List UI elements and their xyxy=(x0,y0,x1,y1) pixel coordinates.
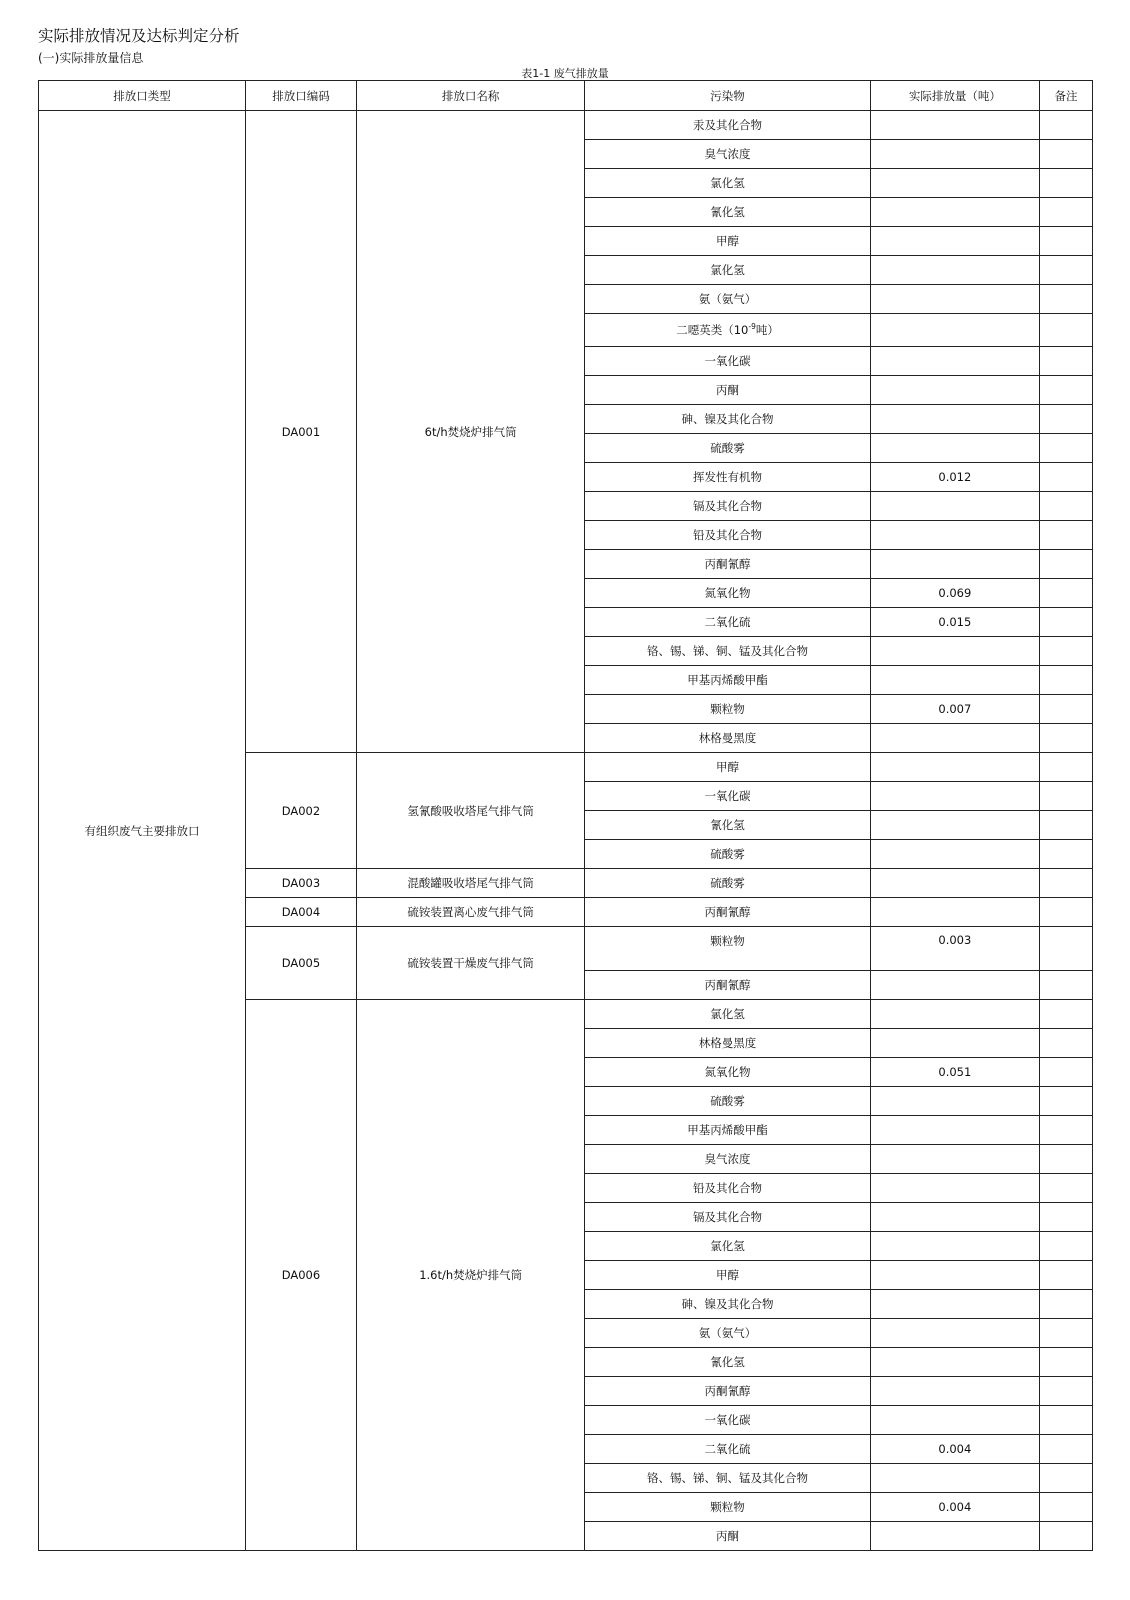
pollutant-cell: 铬、锡、锑、铜、锰及其化合物 xyxy=(585,1464,870,1493)
amount-cell xyxy=(870,1290,1039,1319)
amount-cell xyxy=(870,637,1039,666)
remark-cell xyxy=(1039,111,1092,140)
amount-cell xyxy=(870,256,1039,285)
remark-cell xyxy=(1039,724,1092,753)
amount-cell xyxy=(870,1000,1039,1029)
amount-cell xyxy=(870,1116,1039,1145)
amount-cell xyxy=(870,724,1039,753)
remark-cell xyxy=(1039,1290,1092,1319)
pollutant-cell: 丙酮 xyxy=(585,376,870,405)
pollutant-cell: 一氧化碳 xyxy=(585,782,870,811)
remark-cell xyxy=(1039,1203,1092,1232)
remark-cell xyxy=(1039,376,1092,405)
pollutant-cell: 氯化氢 xyxy=(585,1232,870,1261)
pollutant-cell: 氰化氢 xyxy=(585,1348,870,1377)
remark-cell xyxy=(1039,1522,1092,1551)
outlet-name-cell: 氢氰酸吸收塔尾气排气筒 xyxy=(357,753,585,869)
pollutant-cell: 甲醇 xyxy=(585,1261,870,1290)
remark-cell xyxy=(1039,1464,1092,1493)
amount-cell: 0.003 xyxy=(870,927,1039,971)
pollutant-cell: 丙酮氰醇 xyxy=(585,550,870,579)
pollutant-cell: 砷、镍及其化合物 xyxy=(585,1290,870,1319)
page-title: 实际排放情况及达标判定分析 xyxy=(38,27,240,45)
remark-cell xyxy=(1039,637,1092,666)
remark-cell xyxy=(1039,782,1092,811)
remark-cell xyxy=(1039,285,1092,314)
remark-cell xyxy=(1039,492,1092,521)
remark-cell xyxy=(1039,434,1092,463)
pollutant-cell: 汞及其化合物 xyxy=(585,111,870,140)
remark-cell xyxy=(1039,1029,1092,1058)
amount-cell: 0.004 xyxy=(870,1493,1039,1522)
pollutant-cell: 氯化氢 xyxy=(585,169,870,198)
outlet-code-cell: DA002 xyxy=(245,753,356,869)
pollutant-cell: 甲醇 xyxy=(585,227,870,256)
remark-cell xyxy=(1039,1319,1092,1348)
amount-cell xyxy=(870,169,1039,198)
section-subtitle: (一)实际排放量信息 xyxy=(38,51,144,65)
amount-cell xyxy=(870,1145,1039,1174)
pollutant-cell: 硫酸雾 xyxy=(585,840,870,869)
outlet-name-cell: 混酸罐吸收塔尾气排气筒 xyxy=(357,869,585,898)
remark-cell xyxy=(1039,811,1092,840)
pollutant-cell: 砷、镍及其化合物 xyxy=(585,405,870,434)
pollutant-cell: 丙酮氰醇 xyxy=(585,898,870,927)
amount-cell xyxy=(870,898,1039,927)
remark-cell xyxy=(1039,1145,1092,1174)
outlet-name-cell: 硫铵装置离心废气排气筒 xyxy=(357,898,585,927)
remark-cell xyxy=(1039,753,1092,782)
remark-cell xyxy=(1039,695,1092,724)
pollutant-cell: 氰化氢 xyxy=(585,198,870,227)
amount-cell xyxy=(870,1406,1039,1435)
remark-cell xyxy=(1039,1435,1092,1464)
amount-cell xyxy=(870,869,1039,898)
amount-cell xyxy=(870,111,1039,140)
amount-cell xyxy=(870,1261,1039,1290)
column-header: 污染物 xyxy=(585,81,870,111)
pollutant-cell: 镉及其化合物 xyxy=(585,492,870,521)
pollutant-cell: 丙酮 xyxy=(585,1522,870,1551)
outlet-type-cell: 有组织废气主要排放口 xyxy=(39,111,246,1551)
amount-cell xyxy=(870,314,1039,347)
amount-cell xyxy=(870,971,1039,1000)
remark-cell xyxy=(1039,1116,1092,1145)
amount-cell xyxy=(870,1464,1039,1493)
outlet-name-cell: 6t/h焚烧炉排气筒 xyxy=(357,111,585,753)
amount-cell xyxy=(870,782,1039,811)
remark-cell xyxy=(1039,927,1092,971)
amount-cell xyxy=(870,840,1039,869)
amount-cell xyxy=(870,550,1039,579)
remark-cell xyxy=(1039,1174,1092,1203)
amount-cell: 0.004 xyxy=(870,1435,1039,1464)
pollutant-cell: 硫酸雾 xyxy=(585,1087,870,1116)
amount-cell xyxy=(870,666,1039,695)
remark-cell xyxy=(1039,1406,1092,1435)
remark-cell xyxy=(1039,314,1092,347)
remark-cell xyxy=(1039,1087,1092,1116)
remark-cell xyxy=(1039,405,1092,434)
column-header: 排放口编码 xyxy=(245,81,356,111)
outlet-name-cell: 硫铵装置干燥废气排气筒 xyxy=(357,927,585,1000)
amount-cell xyxy=(870,492,1039,521)
outlet-code-cell: DA001 xyxy=(245,111,356,753)
pollutant-cell: 氯化氢 xyxy=(585,256,870,285)
amount-cell xyxy=(870,347,1039,376)
remark-cell xyxy=(1039,169,1092,198)
amount-cell xyxy=(870,376,1039,405)
amount-cell xyxy=(870,1377,1039,1406)
pollutant-cell: 林格曼黑度 xyxy=(585,1029,870,1058)
amount-cell xyxy=(870,1087,1039,1116)
pollutant-cell xyxy=(585,314,870,347)
remark-cell xyxy=(1039,1000,1092,1029)
pollutant-cell: 臭气浓度 xyxy=(585,1145,870,1174)
amount-cell xyxy=(870,227,1039,256)
outlet-code-cell: DA003 xyxy=(245,869,356,898)
amount-cell: 0.007 xyxy=(870,695,1039,724)
pollutant-cell: 颗粒物 xyxy=(585,695,870,724)
amount-cell: 0.069 xyxy=(870,579,1039,608)
amount-cell xyxy=(870,198,1039,227)
pollutant-cell: 挥发性有机物 xyxy=(585,463,870,492)
amount-cell xyxy=(870,1203,1039,1232)
remark-cell xyxy=(1039,1493,1092,1522)
pollutant-cell: 颗粒物 xyxy=(585,1493,870,1522)
pollutant-cell: 氯化氢 xyxy=(585,1000,870,1029)
pollutant-cell: 颗粒物 xyxy=(585,927,870,971)
pollutant-cell: 甲醇 xyxy=(585,753,870,782)
table-caption: 表1-1 废气排放量 xyxy=(521,67,609,80)
amount-cell xyxy=(870,1522,1039,1551)
amount-cell: 0.051 xyxy=(870,1058,1039,1087)
outlet-code-cell: DA005 xyxy=(245,927,356,1000)
outlet-code-cell: DA006 xyxy=(245,1000,356,1551)
remark-cell xyxy=(1039,666,1092,695)
pollutant-cell: 镉及其化合物 xyxy=(585,1203,870,1232)
pollutant-cell: 甲基丙烯酸甲酯 xyxy=(585,666,870,695)
remark-cell xyxy=(1039,347,1092,376)
pollutant-cell: 硫酸雾 xyxy=(585,869,870,898)
remark-cell xyxy=(1039,521,1092,550)
pollutant-cell: 丙酮氰醇 xyxy=(585,971,870,1000)
pollutant-unit-suffix: 吨） xyxy=(755,323,779,337)
pollutant-name: 二噁英类（10 xyxy=(676,323,749,337)
pollutant-cell: 氮氧化物 xyxy=(585,579,870,608)
remark-cell xyxy=(1039,1377,1092,1406)
outlet-name-cell: 1.6t/h焚烧炉排气筒 xyxy=(357,1000,585,1551)
remark-cell xyxy=(1039,1261,1092,1290)
remark-cell xyxy=(1039,198,1092,227)
pollutant-cell: 二氧化硫 xyxy=(585,1435,870,1464)
remark-cell xyxy=(1039,869,1092,898)
column-header: 排放口名称 xyxy=(357,81,585,111)
pollutant-cell: 铬、锡、锑、铜、锰及其化合物 xyxy=(585,637,870,666)
table-header-row xyxy=(39,81,1093,111)
emission-table-container xyxy=(38,80,1093,1551)
amount-cell xyxy=(870,405,1039,434)
pollutant-cell: 臭气浓度 xyxy=(585,140,870,169)
amount-cell xyxy=(870,1029,1039,1058)
pollutant-cell: 氰化氢 xyxy=(585,811,870,840)
emission-table xyxy=(38,80,1093,1551)
amount-cell xyxy=(870,285,1039,314)
column-header: 备注 xyxy=(1039,81,1092,111)
remark-cell xyxy=(1039,608,1092,637)
pollutant-cell: 一氧化碳 xyxy=(585,1406,870,1435)
amount-cell xyxy=(870,140,1039,169)
pollutant-cell: 一氧化碳 xyxy=(585,347,870,376)
amount-cell: 0.012 xyxy=(870,463,1039,492)
remark-cell xyxy=(1039,256,1092,285)
column-header: 实际排放量（吨） xyxy=(870,81,1039,111)
remark-cell xyxy=(1039,840,1092,869)
amount-cell xyxy=(870,1174,1039,1203)
pollutant-cell: 氮氧化物 xyxy=(585,1058,870,1087)
pollutant-cell: 硫酸雾 xyxy=(585,434,870,463)
pollutant-unit-exponent: -9 xyxy=(748,322,756,332)
pollutant-cell: 氨（氨气） xyxy=(585,1319,870,1348)
outlet-code-cell: DA004 xyxy=(245,898,356,927)
pollutant-cell: 甲基丙烯酸甲酯 xyxy=(585,1116,870,1145)
pollutant-cell: 丙酮氰醇 xyxy=(585,1377,870,1406)
amount-cell xyxy=(870,1232,1039,1261)
remark-cell xyxy=(1039,463,1092,492)
remark-cell xyxy=(1039,898,1092,927)
amount-cell xyxy=(870,521,1039,550)
pollutant-cell: 铅及其化合物 xyxy=(585,1174,870,1203)
pollutant-cell: 二氧化硫 xyxy=(585,608,870,637)
table-row xyxy=(39,111,1093,140)
remark-cell xyxy=(1039,140,1092,169)
amount-cell: 0.015 xyxy=(870,608,1039,637)
remark-cell xyxy=(1039,971,1092,1000)
table-body xyxy=(39,111,1093,1551)
remark-cell xyxy=(1039,1232,1092,1261)
remark-cell xyxy=(1039,227,1092,256)
amount-cell xyxy=(870,811,1039,840)
pollutant-cell: 林格曼黑度 xyxy=(585,724,870,753)
remark-cell xyxy=(1039,579,1092,608)
amount-cell xyxy=(870,753,1039,782)
column-header: 排放口类型 xyxy=(39,81,246,111)
remark-cell xyxy=(1039,1348,1092,1377)
amount-cell xyxy=(870,1348,1039,1377)
pollutant-cell: 氨（氨气） xyxy=(585,285,870,314)
amount-cell xyxy=(870,434,1039,463)
pollutant-cell: 铅及其化合物 xyxy=(585,521,870,550)
remark-cell xyxy=(1039,1058,1092,1087)
amount-cell xyxy=(870,1319,1039,1348)
remark-cell xyxy=(1039,550,1092,579)
